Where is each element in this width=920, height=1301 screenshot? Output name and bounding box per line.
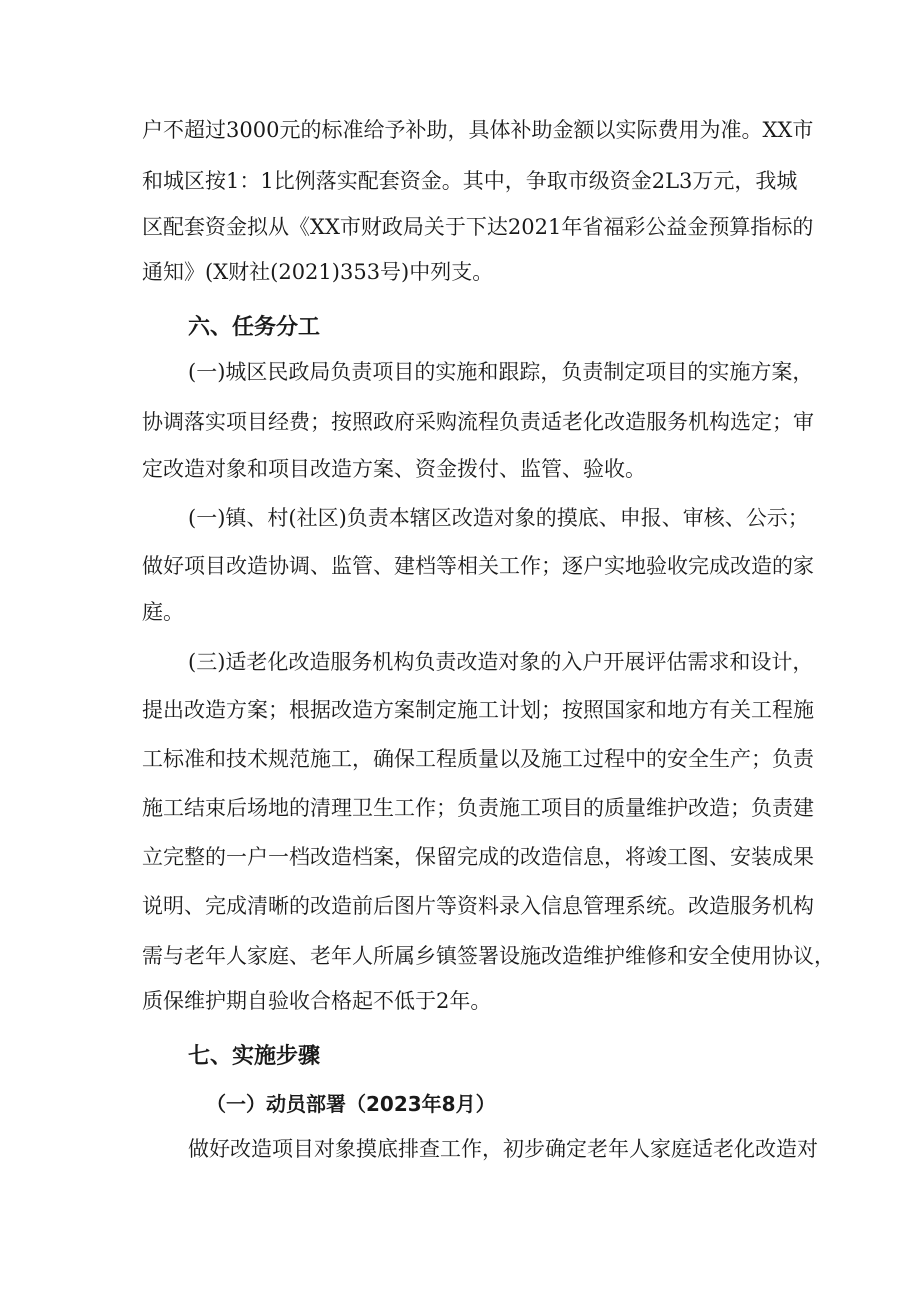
body-line-16: 说明、完成清晰的改造前后图片等资料录入信息管理系统。改造服务机构 [142, 894, 814, 918]
body-line-8: (一)镇、村(社区)负责本辖区改造对象的摸底、申报、审核、公示； [188, 506, 809, 530]
body-line-14: 施工结束后场地的清理卫生工作；负责施工项目的质量维护改造；负责建 [142, 796, 814, 820]
body-line-18: 质保维护期自验收合格起不低于2年。 [142, 989, 492, 1013]
body-line-15: 立完整的一户一档改造档案，保留完成的改造信息，将竣工图、安装成果 [142, 845, 814, 869]
body-line-11: (三)适老化改造服务机构负责改造对象的入户开展评估需求和设计， [188, 650, 814, 674]
body-line-2: 和城区按1：1比例落实配套资金。其中，争取市级资金2L3万元，我城 [142, 169, 798, 193]
subsection-heading-1: （一）动员部署（2023年8月） [206, 1092, 496, 1116]
section-heading-6: 六、任务分工 [188, 315, 321, 340]
body-line-3: 区配套资金拟从《XX市财政局关于下达2021年省福彩公益金预算指标的 [142, 215, 814, 239]
section-heading-7: 七、实施步骤 [188, 1044, 321, 1069]
body-line-9: 做好项目改造协调、监管、建档等相关工作；逐户实地验收完成改造的家 [142, 554, 814, 578]
body-line-5: (一)城区民政局负责项目的实施和跟踪，负责制定项目的实施方案， [188, 360, 814, 384]
body-line-10: 庭。 [142, 600, 184, 624]
body-line-4: 通知》(X财社(2021)353号)中列支。 [142, 260, 494, 284]
body-line-13: 工标准和技术规范施工，确保工程质量以及施工过程中的安全生产；负责 [142, 747, 814, 771]
body-line-7: 定改造对象和项目改造方案、资金拨付、监管、验收。 [142, 457, 646, 481]
body-line-1: 户不超过3000元的标准给予补助，具体补助金额以实际费用为准。XX市 [142, 118, 814, 142]
body-line-12: 提出改造方案；根据改造方案制定施工计划；按照国家和地方有关工程施 [142, 698, 814, 722]
body-line-6: 协调落实项目经费；按照政府采购流程负责适老化改造服务机构选定；审 [142, 410, 814, 434]
body-line-17: 需与老年人家庭、老年人所属乡镇签署设施改造维护维修和安全使用协议， [142, 944, 835, 968]
body-line-19: 做好改造项目对象摸底排查工作，初步确定老年人家庭适老化改造对 [188, 1137, 818, 1161]
